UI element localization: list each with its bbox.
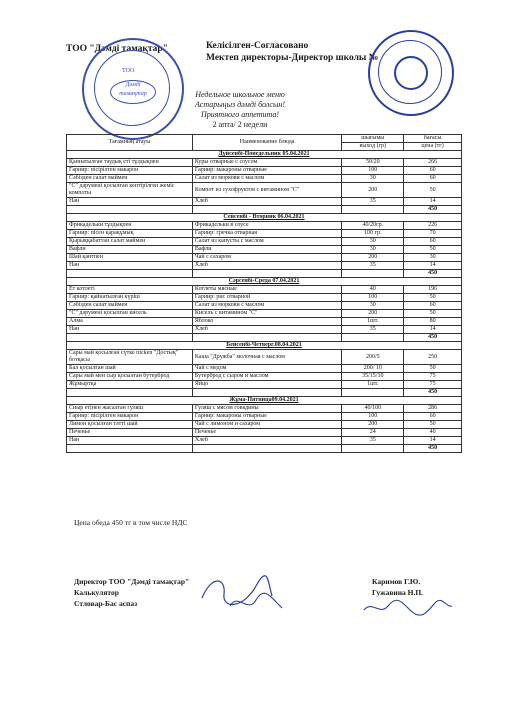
day-title: Бейсенбі-Четверг.08.04.2021 — [67, 342, 462, 350]
table-row — [67, 373, 462, 381]
dish-name-kz: Қаннатылған таудық еті тұздықпен — [67, 159, 193, 167]
table-row — [67, 310, 462, 318]
seal-too-text: ТОО — [122, 68, 135, 74]
header-ru-name: Наименование блюда — [192, 135, 342, 151]
dish-name-kz: Сары май қосылған сүтке пісken "Достық" ботқасы — [67, 350, 193, 365]
day-title: Сейсенбі - Вторник 06.04.2021 — [67, 214, 462, 222]
chef-signature — [360, 594, 456, 620]
dish-name-ru: Вафли — [192, 246, 342, 254]
dish-yield: 200/ 10 — [342, 365, 404, 373]
dish-name-kz: Шай қантпен — [67, 254, 193, 262]
day-total-row — [67, 389, 462, 397]
dish-yield: 100 — [342, 413, 404, 421]
empty-cell — [192, 445, 342, 453]
dish-name-ru: Гарнир: макароны отварные — [192, 167, 342, 175]
dish-name-kz: Алма — [67, 318, 193, 326]
table-row — [67, 262, 462, 270]
dish-price: 75 — [404, 373, 462, 381]
dish-name-kz: Фрикадельки тұздықпен — [67, 222, 193, 230]
table-row — [67, 294, 462, 302]
table-row — [67, 365, 462, 373]
dish-price: 60 — [404, 167, 462, 175]
dish-price: 50 — [404, 310, 462, 318]
role-director: Директор ТОО "Дәмді тамақтар" — [74, 577, 190, 586]
dish-name-kz: Бал қосылған шай — [67, 365, 193, 373]
name-calculator: Гужавина Н.П. — [372, 588, 424, 597]
calculator-signature — [226, 588, 286, 618]
day-title-row — [67, 151, 462, 159]
dish-yield: 30 — [342, 246, 404, 254]
dish-yield: 35/15/10 — [342, 373, 404, 381]
table-row — [67, 429, 462, 437]
dish-price: 14 — [404, 326, 462, 334]
dish-name-kz: "С" дәруменi қосылған кептірілген жеміс компоты — [67, 183, 193, 198]
dish-name-ru: Салат из моркови с маслом — [192, 175, 342, 183]
empty-cell — [342, 270, 404, 278]
empty-cell — [67, 334, 193, 342]
table-row — [67, 286, 462, 294]
table-row — [67, 159, 462, 167]
dish-price: 70 — [404, 230, 462, 238]
table-header-row — [67, 135, 462, 143]
menu-title: Недельное школьное меню — [195, 90, 285, 99]
seal-brand-line-2: тамақтар — [119, 91, 147, 97]
dish-yield: 30 — [342, 175, 404, 183]
empty-cell — [67, 206, 193, 214]
day-total: 450 — [404, 445, 462, 453]
table-row — [67, 381, 462, 389]
dish-name-ru: Яйцо — [192, 381, 342, 389]
day-title-row — [67, 397, 462, 405]
dish-name-ru: Хлеб — [192, 326, 342, 334]
header-kz-name: Тағамның атауы — [67, 135, 193, 151]
dish-yield: 100 — [342, 294, 404, 302]
dish-yield: 1шт. — [342, 318, 404, 326]
dish-name-ru: Чай с сахаром — [192, 254, 342, 262]
approval-block — [206, 40, 378, 64]
wish-ru: Приятного аппетита! — [200, 110, 280, 119]
table-row — [67, 302, 462, 310]
dish-yield: 24 — [342, 429, 404, 437]
dish-yield: 200 — [342, 310, 404, 318]
dish-name-kz: Гарнир: пісірілген макарон — [67, 413, 193, 421]
dish-yield: 40 — [342, 286, 404, 294]
empty-cell — [192, 334, 342, 342]
dish-name-kz: Сәбізден салат маймен — [67, 302, 193, 310]
empty-cell — [342, 445, 404, 453]
dish-price: 14 — [404, 437, 462, 445]
wish-kz: Астарыңыз дәмді болсын! — [195, 100, 285, 109]
day-title: Дүйсенбі-Понедельник 05.04.2021 — [67, 151, 462, 159]
day-total-row — [67, 445, 462, 453]
dish-name-ru: Хлеб — [192, 437, 342, 445]
dish-name-kz: Сиыр етінен жасалған гуляш — [67, 405, 193, 413]
school-seal — [368, 30, 454, 116]
table-row — [67, 167, 462, 175]
dish-price: 250 — [404, 350, 462, 365]
header-price-ru: цена (тг) — [404, 143, 462, 151]
table-row — [67, 254, 462, 262]
table-row — [67, 350, 462, 365]
dish-yield: 200 — [342, 254, 404, 262]
dish-name-ru: Чай с лимоном и сахаром — [192, 421, 342, 429]
name-director: Каримов Г.Ю. — [372, 577, 421, 586]
dish-price: 226 — [404, 222, 462, 230]
table-row — [67, 326, 462, 334]
dish-price: 266 — [404, 159, 462, 167]
empty-cell — [192, 206, 342, 214]
table-row — [67, 421, 462, 429]
empty-cell — [192, 389, 342, 397]
dish-name-kz: Сәбізден салат маймен — [67, 175, 193, 183]
table-row — [67, 437, 462, 445]
table-row — [67, 230, 462, 238]
dish-yield: 200 — [342, 421, 404, 429]
table-row — [67, 198, 462, 206]
approval-line-1: Келісілген-Согласовано — [206, 41, 309, 51]
dish-yield: 40/20гр. — [342, 222, 404, 230]
dish-name-ru: Гарнир: гречка отварная — [192, 230, 342, 238]
day-total: 450 — [404, 389, 462, 397]
dish-yield: 200 — [342, 183, 404, 198]
dish-price: 60 — [404, 238, 462, 246]
dish-name-ru: Фрикадельки в соусе — [192, 222, 342, 230]
menu-table-body — [67, 135, 462, 453]
role-chef: Стловар-Бас аспаз — [74, 599, 138, 608]
dish-yield: 35 — [342, 437, 404, 445]
header-yield-ru: выход (гр) — [342, 143, 404, 151]
dish-name-kz: Нан — [67, 262, 193, 270]
empty-cell — [67, 389, 193, 397]
dish-name-ru: Котлеты мясные — [192, 286, 342, 294]
table-row — [67, 318, 462, 326]
dish-name-ru: Яблоко — [192, 318, 342, 326]
dish-name-kz: Печенье — [67, 429, 193, 437]
dish-name-ru: Хлеб — [192, 198, 342, 206]
dish-name-ru: Кисель с витамином "С" — [192, 310, 342, 318]
header-price-kz: бағасы — [404, 135, 462, 143]
day-total: 450 — [404, 270, 462, 278]
dish-yield: 30 — [342, 302, 404, 310]
day-title-row — [67, 278, 462, 286]
emblem-icon — [394, 56, 428, 90]
week-label: 2 апта/ 2 недели — [212, 120, 268, 129]
table-row — [67, 405, 462, 413]
day-total: 450 — [404, 334, 462, 342]
table-row — [67, 222, 462, 230]
dish-price: 80 — [404, 318, 462, 326]
dish-name-kz: Нан — [67, 437, 193, 445]
dish-name-ru: Куры отварные с соусом — [192, 159, 342, 167]
day-title: Жұма-Пятница09.04.2021 — [67, 397, 462, 405]
seal-brand-line-1: Дәмді — [125, 82, 141, 88]
dish-name-ru: Салат из капусты с маслом — [192, 238, 342, 246]
dish-name-kz: Нан — [67, 198, 193, 206]
dish-price: 14 — [404, 198, 462, 206]
dish-name-kz: Гарнир: пісен қарақұмық — [67, 230, 193, 238]
menu-table — [66, 134, 462, 453]
table-row — [67, 183, 462, 198]
empty-cell — [342, 206, 404, 214]
day-total-row — [67, 206, 462, 214]
dish-name-ru: Хлеб — [192, 262, 342, 270]
table-row — [67, 238, 462, 246]
dish-name-ru: Каша "Дружба" молочная с маслом — [192, 350, 342, 365]
dish-yield: 40/100 — [342, 405, 404, 413]
dish-name-kz: Ет котлеті — [67, 286, 193, 294]
dish-price: 50 — [404, 183, 462, 198]
dish-price: 50 — [404, 294, 462, 302]
dish-yield: 50/20 — [342, 159, 404, 167]
dish-price: 50 — [404, 421, 462, 429]
dish-name-kz: Гарнир: пісірілген макарон — [67, 167, 193, 175]
role-calculator: Калькулятор — [74, 588, 119, 597]
price-note: Цена обеда 450 тг в том числе НДС — [74, 518, 188, 527]
dish-name-kz: Жұмыртқа — [67, 381, 193, 389]
dish-price: 60 — [404, 175, 462, 183]
dish-name-ru: Чай с медом — [192, 365, 342, 373]
table-row — [67, 246, 462, 254]
dish-name-kz: Сары май мен сыр қосылған бутерброд — [67, 373, 193, 381]
table-row — [67, 175, 462, 183]
dish-name-ru: Гарнир: макароны отварные — [192, 413, 342, 421]
dish-price: 286 — [404, 405, 462, 413]
signature-roles — [74, 576, 189, 609]
dish-yield: 35 — [342, 198, 404, 206]
company-name: ТОО "Дәмді тамақтар" — [66, 44, 168, 54]
empty-cell — [67, 270, 193, 278]
dish-yield: 35 — [342, 262, 404, 270]
dish-name-kz: Қырыққабаттан салат маймен — [67, 238, 193, 246]
menu-heading — [140, 90, 340, 130]
dish-name-kz: Вафли — [67, 246, 193, 254]
dish-name-kz: "С" дәруменi қосылған кисель — [67, 310, 193, 318]
empty-cell — [67, 445, 193, 453]
empty-cell — [342, 389, 404, 397]
dish-price: 30 — [404, 254, 462, 262]
dish-price: 14 — [404, 262, 462, 270]
day-title-row — [67, 342, 462, 350]
dish-name-kz: Лимон қосылған тәтті шай — [67, 421, 193, 429]
dish-name-kz: Гарнир: қайнатылған күріш — [67, 294, 193, 302]
dish-price: 50 — [404, 246, 462, 254]
dish-yield: 30 — [342, 238, 404, 246]
approval-line-2: Мектеп директоры-Директор школы № — [206, 53, 379, 63]
dish-name-ru: Салат из моркови с маслом — [192, 302, 342, 310]
dish-yield: 200/5 — [342, 350, 404, 365]
table-row — [67, 413, 462, 421]
dish-name-ru: Бутерброд с сыром и маслом — [192, 373, 342, 381]
empty-cell — [342, 334, 404, 342]
dish-price: 75 — [404, 381, 462, 389]
dish-price: 196 — [404, 286, 462, 294]
day-title: Сәрсенбі-Среда 07.04.2021 — [67, 278, 462, 286]
dish-name-ru: Гарнир: рис отварной — [192, 294, 342, 302]
dish-price: 40 — [404, 429, 462, 437]
dish-price: 50 — [404, 365, 462, 373]
dish-name-ru: Компот из сухофруктов с витамином "С" — [192, 183, 342, 198]
dish-yield: 100 гр. — [342, 230, 404, 238]
dish-price: 60 — [404, 413, 462, 421]
day-total-row — [67, 270, 462, 278]
day-total-row — [67, 334, 462, 342]
dish-name-kz: Нан — [67, 326, 193, 334]
header-yield-kz: шығымы — [342, 135, 404, 143]
dish-name-ru: Печенье — [192, 429, 342, 437]
day-title-row — [67, 214, 462, 222]
dish-yield: 100 — [342, 167, 404, 175]
dish-price: 60 — [404, 302, 462, 310]
empty-cell — [192, 270, 342, 278]
dish-yield: 1шт. — [342, 381, 404, 389]
dish-yield: 35 — [342, 326, 404, 334]
dish-name-ru: Гуляш с мясом говядины — [192, 405, 342, 413]
day-total: 450 — [404, 206, 462, 214]
